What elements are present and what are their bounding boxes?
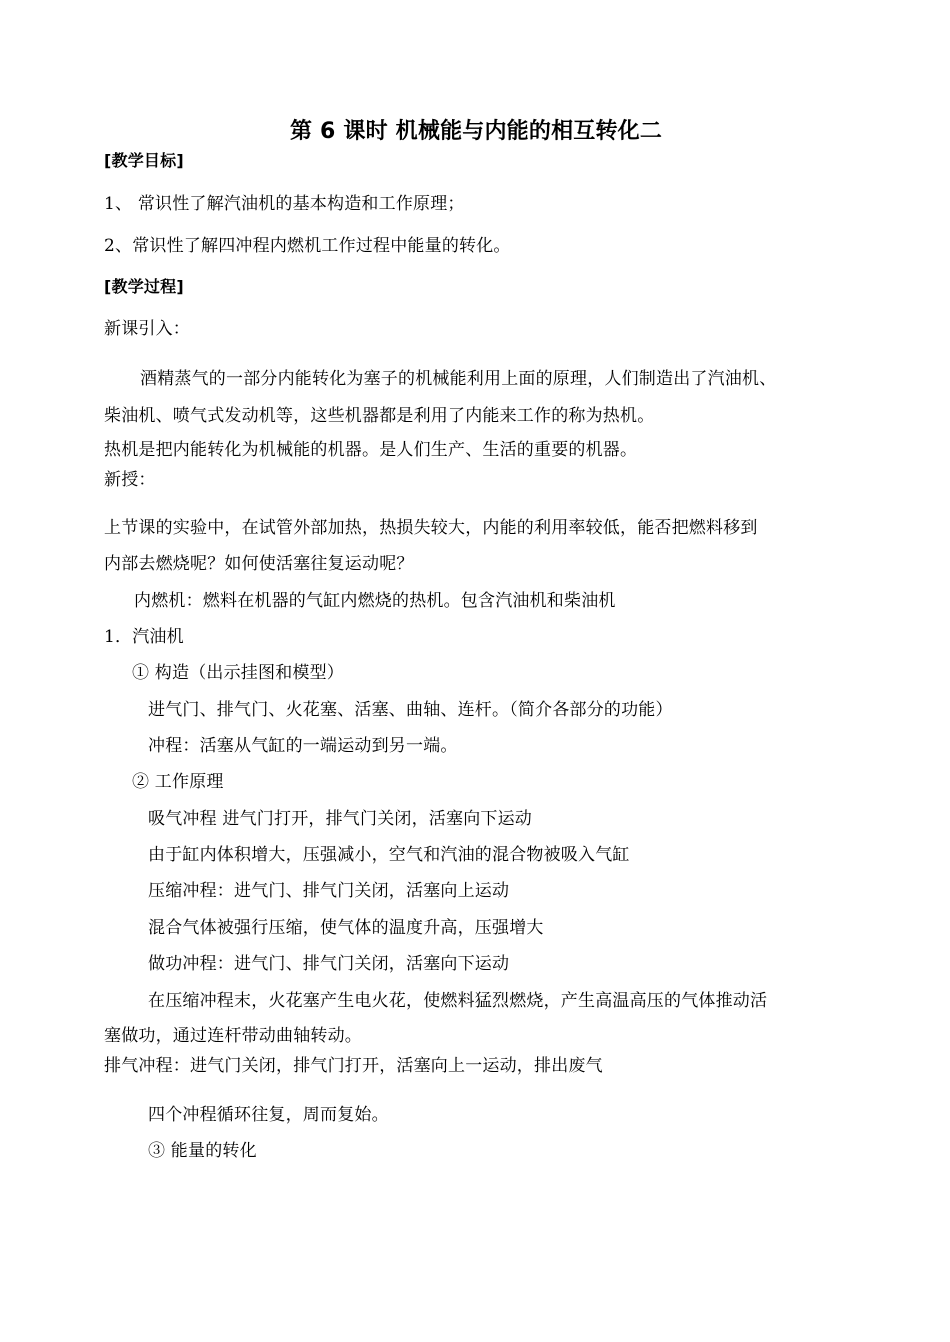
question-line: 上节课的实验中，在试管外部加热，热损失较大，内能的利用率较低，能否把燃料移到 bbox=[104, 518, 758, 538]
intro-label: 新课引入： bbox=[104, 319, 190, 339]
compression-stroke: 压缩冲程：进气门、排气门关闭，活塞向上运动 bbox=[148, 881, 510, 901]
intake-detail: 由于缸内体积增大，压强减小，空气和汽油的混合物被吸入气缸 bbox=[148, 845, 630, 865]
energy-heading: ③ 能量的转化 bbox=[148, 1141, 257, 1161]
exhaust-stroke: 排气冲程：进气门关闭，排气门打开，活塞向上一运动，排出废气 bbox=[104, 1056, 603, 1076]
ice-definition: 内燃机：燃料在机器的气缸内燃烧的热机。包含汽油机和柴油机 bbox=[134, 591, 616, 611]
heat-engine-definition: 热机是把内能转化为机械能的机器。是人们生产、生活的重要的机器。 bbox=[104, 440, 638, 460]
intro-paragraph-line: 柴油机、喷气式发动机等，这些机器都是利用了内能来工作的称为热机。 bbox=[104, 406, 655, 426]
structure-heading: ① 构造（出示挂图和模型） bbox=[132, 663, 345, 683]
compression-detail: 混合气体被强行压缩，使气体的温度升高，压强增大 bbox=[148, 918, 544, 938]
objective-item: 2、常识性了解四冲程内燃机工作过程中能量的转化。 bbox=[104, 236, 511, 256]
section-heading: 1．汽油机 bbox=[104, 627, 184, 647]
stroke-definition: 冲程：活塞从气缸的一端运动到另一端。 bbox=[148, 736, 458, 756]
intro-paragraph-line: 酒精蒸气的一部分内能转化为塞子的机械能利用上面的原理，人们制造出了汽油机、 bbox=[140, 369, 777, 389]
process-heading: [教学过程] bbox=[104, 277, 184, 296]
structure-parts: 进气门、排气门、火花塞、活塞、曲轴、连杆。（简介各部分的功能） bbox=[148, 700, 673, 720]
cycle-note: 四个冲程循环往复，周而复始。 bbox=[148, 1105, 389, 1125]
principle-heading: ② 工作原理 bbox=[132, 772, 224, 792]
power-stroke: 做功冲程：进气门、排气门关闭，活塞向下运动 bbox=[148, 954, 510, 974]
new-lesson-label: 新授： bbox=[104, 470, 156, 490]
intake-stroke: 吸气冲程 进气门打开，排气门关闭，活塞向下运动 bbox=[148, 809, 533, 829]
objectives-heading: [教学目标] bbox=[104, 151, 184, 170]
question-line: 内部去燃烧呢？如何使活塞往复运动呢？ bbox=[104, 554, 414, 574]
objective-item: 1、 常识性了解汽油机的基本构造和工作原理； bbox=[104, 194, 465, 214]
power-detail-line: 塞做功，通过连杆带动曲轴转动。 bbox=[104, 1026, 362, 1046]
power-detail-line: 在压缩冲程末，火花塞产生电火花，使燃料猛烈燃烧，产生高温高压的气体推动活 bbox=[148, 991, 768, 1011]
page-title: 第 6 课时 机械能与内能的相互转化二 bbox=[290, 119, 663, 144]
